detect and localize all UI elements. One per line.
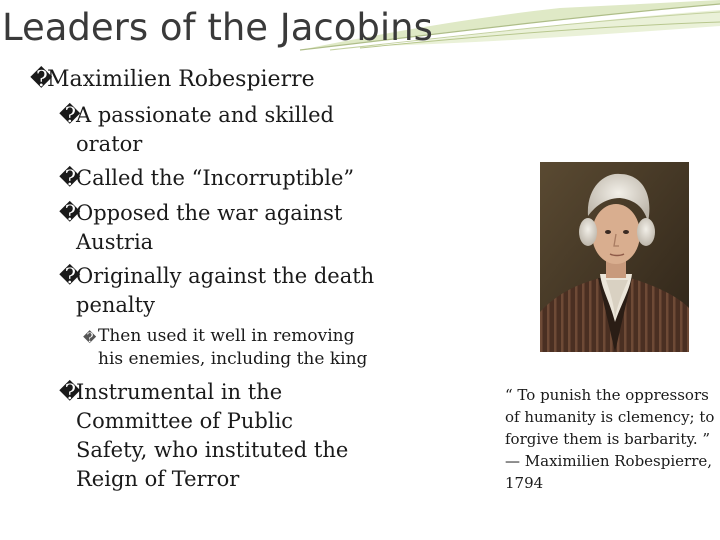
- bullet-marker: �: [59, 103, 81, 127]
- main-bullet: [30, 66, 315, 94]
- point-text: Originally against the death penalty: [76, 264, 375, 317]
- bullet-marker: �: [30, 67, 53, 92]
- robespierre-quote: “ To punish the oppressors of humanity is clemency; to forgive them is barbarity. ” — Maximilien Robespierre, 1794: [505, 386, 715, 492]
- sub-point-text: Then used it well in removing his enemies, including the king: [98, 326, 368, 369]
- point-text: A passionate and skilled orator: [76, 103, 334, 156]
- point-text: Instrumental in the Committee of Public Safety, who instituted the Reign of Terror: [76, 380, 349, 491]
- point-incorruptible: [59, 164, 379, 193]
- point-committee: [59, 378, 369, 494]
- slide-title: Leaders of the Jacobins: [2, 6, 433, 49]
- bullet-marker: �: [59, 380, 81, 404]
- bullet-marker: �: [59, 201, 81, 225]
- point-orator: [59, 101, 379, 159]
- bullet-marker: �: [59, 264, 81, 288]
- point-text: Opposed the war against Austria: [76, 201, 343, 254]
- sub-bullet-marker: �: [83, 331, 97, 346]
- point-war: [59, 199, 379, 257]
- sub-point: [83, 325, 383, 371]
- bullet-marker: �: [59, 166, 81, 190]
- main-bullet-text: Maximilien Robespierre: [47, 67, 315, 92]
- point-text: Called the “Incorruptible”: [76, 166, 355, 190]
- robespierre-portrait: [540, 162, 689, 352]
- point-death-penalty: [59, 262, 379, 320]
